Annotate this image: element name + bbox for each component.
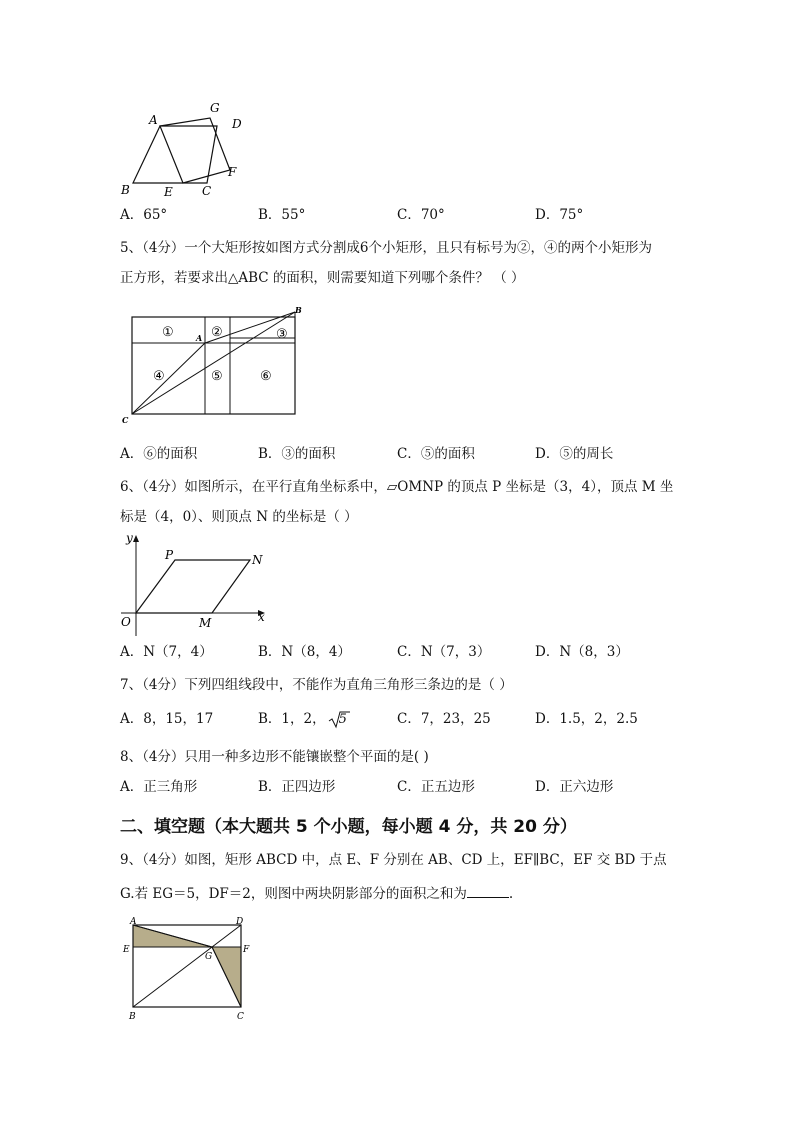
q6-label-p: P: [165, 548, 174, 562]
q6-option-d: D．N（8，3）: [535, 644, 629, 660]
q7-option-b-text: B．1，2，: [258, 711, 326, 727]
q4-label-c: C: [202, 184, 212, 198]
section-heading: 二、填空题（本大题共 5 个小题，每小题 4 分，共 20 分）: [120, 817, 577, 837]
q8-option-a: A．正三角形: [120, 779, 198, 795]
q7-option-d: D．1.5，2，2.5: [535, 711, 638, 727]
q4-option-c: C．70°: [397, 207, 445, 223]
q6-label-o: O: [121, 615, 131, 629]
q5-option-c: C．⑤的面积: [397, 446, 475, 462]
q9-line2: [120, 884, 513, 904]
rectangle-aefg: [160, 118, 230, 183]
q9-line2-text: G.若 EG＝5，DF＝2，则图中两块阴影部分的面积之和为: [120, 886, 467, 902]
q9-label-g: G: [205, 952, 213, 962]
parallelogram-abcd: [133, 126, 217, 183]
q6-label-n: N: [252, 553, 263, 567]
q8-option-b: B．正四边形: [258, 779, 336, 795]
q4-label-d: D: [232, 117, 242, 131]
q4-option-d: D．75°: [535, 207, 584, 223]
q4-label-g: G: [210, 101, 220, 115]
sqrt-symbol: [328, 709, 350, 730]
q5-label-5: ⑤: [211, 369, 223, 384]
q5-label-3: ③: [276, 327, 288, 342]
q9-label-d: D: [236, 917, 244, 927]
q6-label-x: x: [258, 610, 265, 624]
q9-label-a: A: [130, 917, 137, 927]
sqrt-radicand: 5: [338, 712, 347, 727]
answer-blank[interactable]: [467, 885, 509, 898]
q9-label-c: C: [237, 1012, 244, 1022]
q8-line1: 8、（4分）只用一种多边形不能镶嵌整个平面的是( ): [120, 749, 429, 765]
q5-option-a: A．⑥的面积: [120, 446, 198, 462]
q6-label-y: y: [126, 531, 133, 545]
q6-line2: 标是（4，0）、则顶点 N 的坐标是（ ）: [120, 509, 358, 525]
q5-option-b: B．③的面积: [258, 446, 336, 462]
q4-label-a: A: [149, 113, 158, 127]
q6-option-b: B．N（8，4）: [258, 644, 351, 660]
q9-figure: [118, 912, 263, 1024]
q7-option-a: A．8，15，17: [120, 711, 214, 727]
q9-label-f: F: [243, 945, 250, 955]
q9-label-b: B: [129, 1012, 136, 1022]
q8-option-d: D．正六边形: [535, 779, 614, 795]
q9-line2-end: .: [508, 886, 514, 902]
q9-line1: 9、（4分）如图，矩形 ABCD 中，点 E、F 分别在 AB、CD 上，EF∥BC，EF 交 BD 于点: [120, 852, 667, 868]
q5-line2: 正方形，若要求出△ABC 的面积，则需要知道下列哪个条件？ （ ）: [120, 270, 525, 286]
q6-option-c: C．N（7，3）: [397, 644, 491, 660]
q7-option-c: C．7，23，25: [397, 711, 491, 727]
q5-label-b: B: [295, 306, 302, 315]
q6-figure: [115, 528, 275, 636]
parallelogram-omnp: [136, 560, 250, 613]
q4-option-b: B．55°: [258, 207, 306, 223]
q6-line1: 6、（4分）如图所示，在平行直角坐标系中，▱OMNP 的顶点 P 坐标是（3，4），顶点 M 坐: [120, 479, 674, 495]
q5-label-1: ①: [162, 325, 174, 340]
q9-label-e: E: [123, 945, 130, 955]
q6-option-a: A．N（7，4）: [120, 644, 213, 660]
segment-ca: [132, 343, 205, 414]
q4-label-f: F: [228, 165, 237, 179]
q4-option-a: A．65°: [120, 207, 168, 223]
q5-label-4: ④: [153, 369, 165, 384]
q6-label-m: M: [199, 616, 212, 630]
q5-line1: 5、（4分）一个大矩形按如图方式分割成6个小矩形，且只有标号为②，④的两个小矩形为: [120, 240, 653, 256]
q7-line1: 7、（4分）下列四组线段中，不能作为直角三角形三条边的是（ ）: [120, 677, 513, 693]
q5-label-c: C: [122, 415, 129, 425]
q5-label-2: ②: [211, 325, 223, 340]
q5-label-a: A: [196, 333, 203, 343]
q5-option-d: D．⑤的周长: [535, 446, 614, 462]
q5-figure: [118, 306, 318, 428]
q4-label-b: B: [121, 183, 130, 197]
q5-label-6: ⑥: [260, 369, 272, 384]
q4-label-e: E: [164, 185, 173, 198]
q8-option-c: C．正五边形: [397, 779, 475, 795]
q7-option-b: [258, 709, 350, 730]
q4-figure: [115, 98, 255, 198]
